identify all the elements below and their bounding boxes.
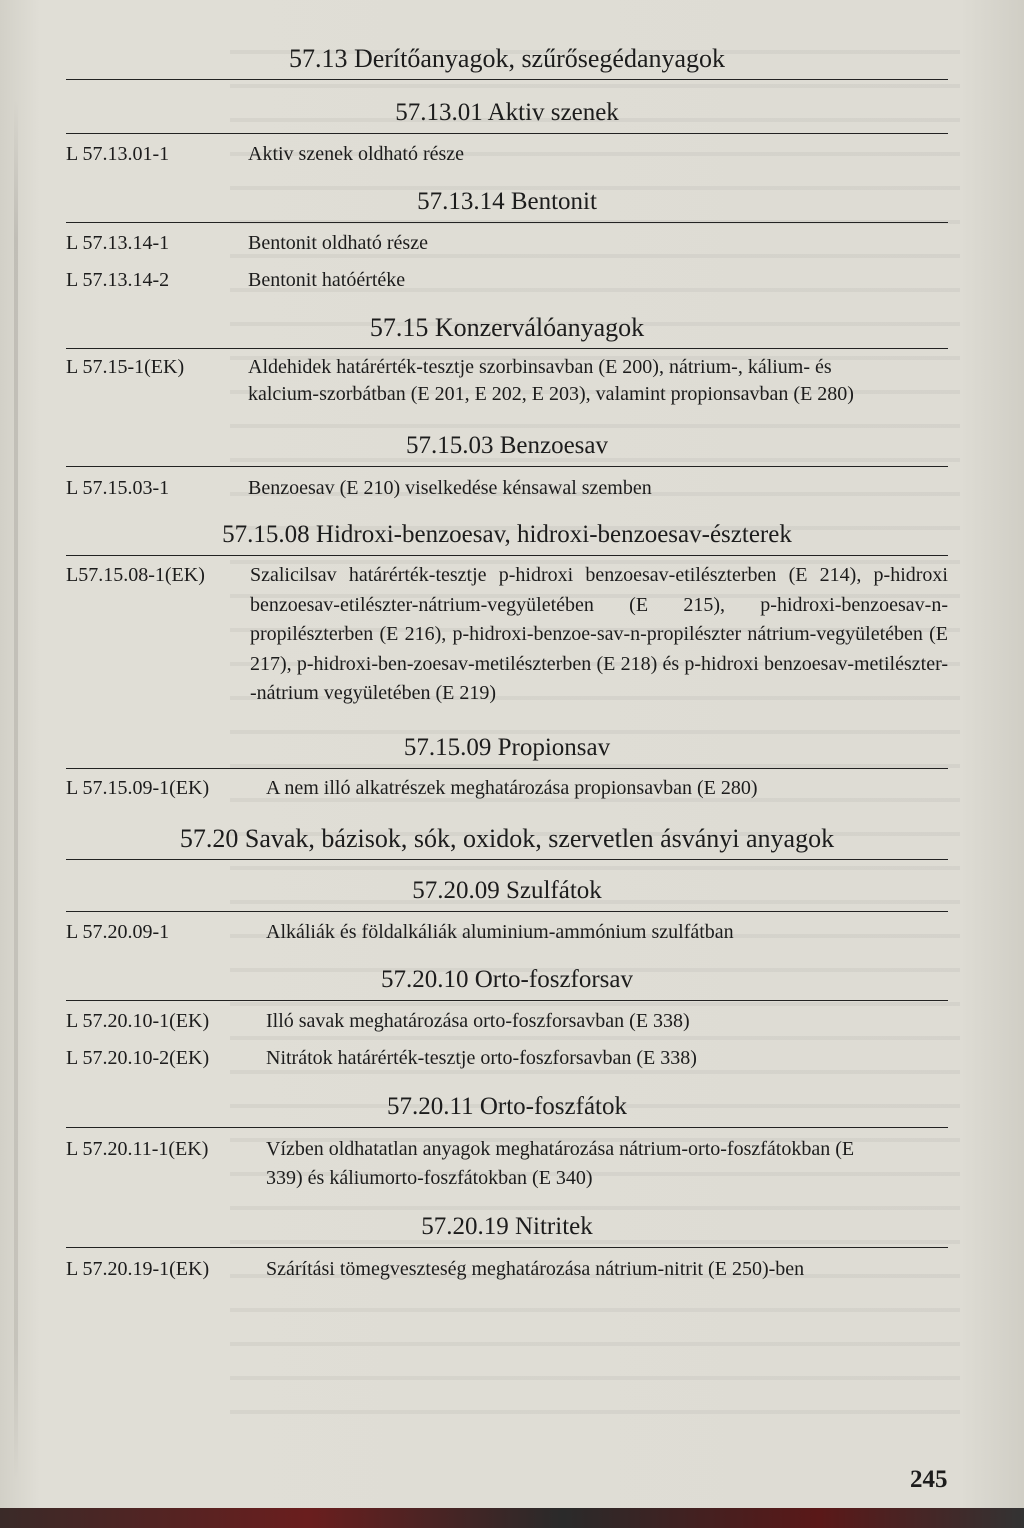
entry-text: Alkáliák és földalkáliák aluminium-ammónium szulfátban (266, 920, 734, 943)
entry-code: L 57.15-1(EK) (66, 356, 185, 378)
entry-row (66, 561, 948, 709)
entry-text: Aldehidek határérték-tesztje szorbinsavban (E 200), nátrium-, kálium- és kalcium-szorbátban (E 201, E 202, E 203), valamint propionsavban (E 280) (248, 356, 854, 405)
entry-code: L 57.13.14-2 (66, 269, 170, 291)
entry-text: Bentonit oldható része (248, 232, 428, 254)
subsection-heading-57-20-09: 57.20.09 Szulfátok (66, 874, 948, 912)
entry-text: A nem illó alkatrészek meghatározása propionsavban (E 280) (266, 776, 758, 799)
entry-code: L 57.20.10-1(EK) (66, 1009, 210, 1032)
entry-text: Szárítási tömegveszteség meghatározása nátrium-nitrit (E 250)-ben (266, 1257, 805, 1280)
entry-code: L 57.20.11-1(EK) (66, 1137, 209, 1160)
entry-row (66, 775, 948, 802)
page-content (66, 38, 948, 1284)
entry-code: L 57.20.10-2(EK) (66, 1046, 210, 1069)
entry-row (66, 354, 948, 408)
page-edge-shadow (14, 100, 18, 1480)
entry-text: Szalicilsav határérték-tesztje p-hidroxi benzoesav-etilészterben (E 214), p-hidroxi benzoesav-etilészter-nátrium-vegyületében (E 215), p-hidroxi-benzoesav-n-propilészterben (E 216), p-hidroxi-benzoe-sav-n-propilészter nátrium-vegyületében (E 217), p-hidroxi-ben-zoesav-metilészterben (E 218) és p-hidroxi benzoesav-metilészter--nátrium vegyületében (E 219) (250, 564, 948, 704)
subsection-heading-57-20-10: 57.20.10 Orto-foszforsav (66, 963, 948, 1001)
entry-row (66, 475, 948, 502)
entry-row (66, 919, 948, 946)
subsection-heading-57-20-11: 57.20.11 Orto-foszfátok (66, 1090, 948, 1128)
entry-text: Vízben oldhatatlan anyagok meghatározása nátrium-orto-foszfátokban (E 339) és káliumorto-foszfátokban (E 340) (266, 1137, 855, 1189)
section-heading-57-13: 57.13 Derítőanyagok, szűrősegédanyagok (66, 42, 948, 80)
entry-code: L57.15.08-1(EK) (66, 564, 205, 586)
entry-text: Illó savak meghatározása orto-foszforsavban (E 338) (266, 1009, 690, 1032)
subsection-heading-57-13-01: 57.13.01 Aktiv szenek (66, 96, 948, 134)
entry-text: Benzoesav (E 210) viselkedése kénsawal szemben (248, 477, 652, 499)
entry-row (66, 141, 948, 168)
section-heading-57-15: 57.15 Konzerválóanyagok (66, 311, 948, 349)
subsection-heading-57-15-03: 57.15.03 Benzoesav (66, 429, 948, 467)
entry-row (66, 1045, 948, 1072)
entry-text: Bentonit hatóértéke (248, 269, 406, 291)
bottom-edge-band (0, 1508, 1024, 1528)
entry-code: L 57.15.03-1 (66, 477, 170, 499)
entry-code: L 57.15.09-1(EK) (66, 776, 210, 799)
subsection-heading-57-13-14: 57.13.14 Bentonit (66, 185, 948, 223)
section-heading-57-20: 57.20 Savak, bázisok, sók, oxidok, szervetlen ásványi anyagok (66, 822, 948, 860)
entry-code: L 57.20.19-1(EK) (66, 1257, 210, 1280)
entry-text: Aktiv szenek oldható része (248, 143, 465, 165)
entry-code: L 57.20.09-1 (66, 920, 170, 943)
entry-text: Nitrátok határérték-tesztje orto-foszforsavban (E 338) (266, 1046, 697, 1069)
subsection-heading-57-20-19: 57.20.19 Nitritek (66, 1210, 948, 1248)
entry-row (66, 1135, 948, 1193)
entry-row (66, 1008, 948, 1035)
subsection-heading-57-15-09: 57.15.09 Propionsav (66, 731, 948, 769)
entry-code: L 57.13.14-1 (66, 232, 170, 254)
entry-code: L 57.13.01-1 (66, 143, 170, 165)
entry-row (66, 267, 948, 294)
entry-row (66, 1255, 948, 1284)
subsection-heading-57-15-08: 57.15.08 Hidroxi-benzoesav, hidroxi-benzoesav-észterek (66, 518, 948, 556)
entry-row (66, 230, 948, 257)
page-number: 245 (910, 1466, 948, 1493)
